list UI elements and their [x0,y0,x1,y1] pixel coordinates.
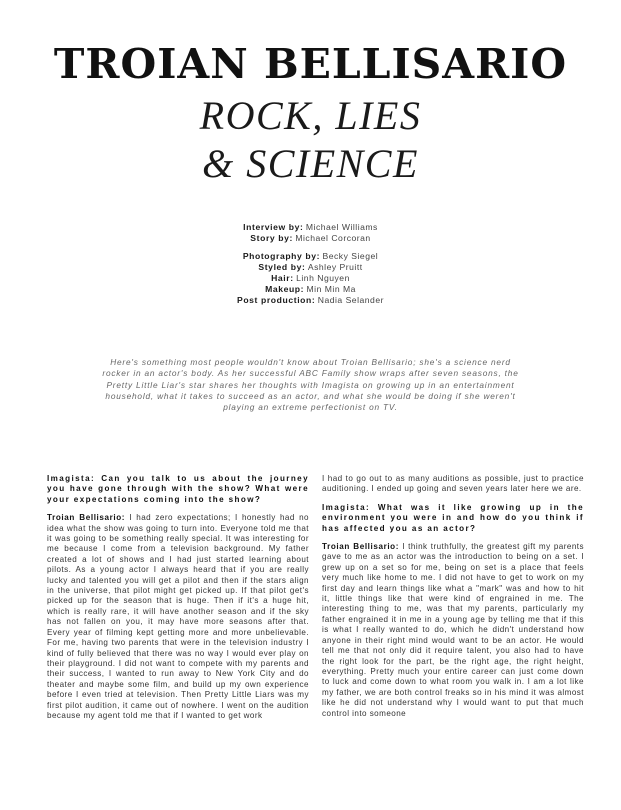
answer-text: I think truthfully, the greatest gift my parents gave to me as an actor was the introduction to being on a set. I grew up on a set so for me, being on set is a place that feels very much like home to me. I did not have to get to work on my first day and learn things like what a "mark" was and how to hit it, little things like that were kind of engrained in me. The interesting thing to me, was that my parents, particularly my father engrained it in me in a young age by telling me that if this is what I really wanted to do, which he didn't understand how anyone in their right mind would want to be an actor. He would tell me that not only did it require talent, you also had to have the right look for the part, be the right age, the right height, everything. Pretty much your entire career can just come down to luck and come down to what room you walk in. I am a lot like my father, we are both control freaks so in his mind it was almost like he did not understand why I would want to put that much control into someone [322,542,585,718]
credit-label: Styled by: [258,262,306,272]
interview-question: Imagista: Can you talk to us about the journey you have gone through with the show? What were your expectations coming into the show? [47,474,309,504]
credit-value: Linh Nguyen [296,273,350,283]
credit-story [0,233,621,244]
speaker-name: Troian Bellisario: [47,513,126,523]
credit-label: Hair: [271,273,294,283]
article-column-right [322,474,584,727]
article-subtitle-line-2: & SCIENCE [202,141,419,186]
credit-label: Story by: [250,233,293,243]
credit-value: Nadia Selander [317,295,384,305]
interview-answer [47,513,309,721]
credit-hair [0,273,621,284]
credit-label: Makeup: [265,284,305,294]
credit-value: Becky Siegel [322,251,379,261]
credit-label: Post production: [237,295,316,305]
credits-writing [0,222,621,244]
credit-value: Min Min Ma [306,284,356,294]
answer-text: I had zero expectations; I honestly had no idea what the show was going to turn into. Everyone told me that it was going to be something really special. It was interesting for me because I come from a television background. My father created a lot of shows and I had just started learning about pilots. As a young actor I always heard that if you are really lucky and talented you will get a pilot and then if the stars align in the universe, that pilot might get picked up. If that pilot get's picked up for the season that is huge. Then if it's a huge hit, which is really rare, it will have another season and if the sky has not fallen on you, it may have more seasons after that. Every year of filming kept getting more and more unbelievable. For me, having two parents that were in the television industry I kind of fully believed that there was no way I would ever play on their playground. I did not want to compete with my parents and their success, I wanted to run away to New York City and do theater and maybe some film, and build up my own experience before I even tried at television. Then Pretty Little Liars was my first pilot audition, it came out of nowhere. I went on the audition because my agent told me that if I wanted to get work [47,513,310,720]
article-subtitle-line-1: ROCK, LIES [199,93,422,138]
credit-value: Ashley Pruitt [307,262,363,272]
article-title: TROIAN BELLISARIO [53,40,568,88]
article-column-left [47,474,309,729]
credit-label: Photography by: [242,251,321,261]
credit-value: Michael Corcoran [295,233,371,243]
interview-answer-continued: I had to go out to as many auditions as possible, just to practice auditioning. I ended up going and seven years later here we are. [322,474,584,494]
credit-value: Michael Williams [305,222,378,232]
credits-block [0,222,621,313]
interview-answer [322,542,584,719]
credit-label: Interview by: [243,222,304,232]
credit-interview [0,222,621,233]
credit-makeup [0,284,621,295]
speaker-name: Troian Bellisario: [322,542,400,552]
credits-production [0,251,621,306]
credit-styled [0,262,621,273]
interview-question: Imagista: What was it like growing up in the environment you were in and how do you think if has affected you as an actor? [322,502,584,533]
article-intro: Here's something most people wouldn't know about Troian Bellisario; she's a science nerd rocker in an actor's body. As her successful ABC Family show wraps after seven seasons, the Pretty Little Liar's star shares her thoughts with Imagista on growing up in an entertainment household, what it takes to succeed as an actor, and what she would be doing if she weren't playing an extreme perfectionist on TV. [102,357,519,413]
credit-post-production [0,295,621,306]
credit-photography [0,251,621,262]
